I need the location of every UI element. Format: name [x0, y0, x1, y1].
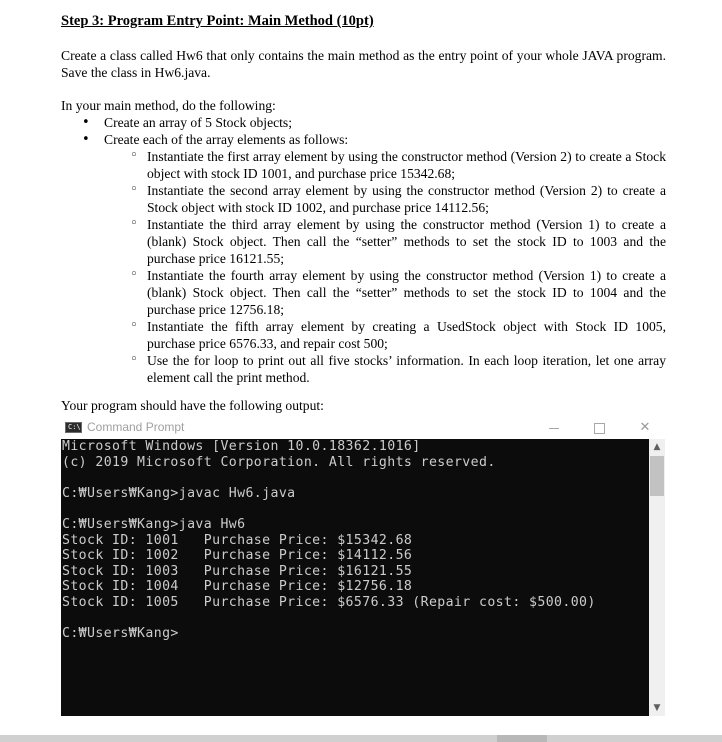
list-item-text: Create each of the array elements as follows: — [104, 132, 349, 147]
console-line: Stock ID: 1003 Purchase Price: $16121.55 — [62, 563, 413, 579]
vertical-scrollbar[interactable] — [649, 439, 665, 716]
sub-list-item: ◦ Instantiate the fifth array element by creating a UsedStock object with Stock ID 1005, purchase price 6576.33, and repair cost 500; — [104, 318, 666, 352]
intro-paragraph: Create a class called Hw6 that only contains the main method as the entry point of your whole JAVA program. Save the class in Hw6.java. — [61, 48, 666, 80]
console-line: Stock ID: 1001 Purchase Price: $15342.68 — [62, 532, 413, 548]
console-line: Microsoft Windows [Version 10.0.18362.1016] — [62, 439, 421, 454]
console-output[interactable] — [61, 439, 649, 716]
console-line: Stock ID: 1005 Purchase Price: $6576.33 (Repair cost: $500.00) — [62, 594, 596, 610]
command-prompt-icon — [65, 422, 82, 433]
sub-list-item: ◦ Use the for loop to print out all five stocks’ information. In each loop iteration, let one array element call the print method. — [104, 352, 666, 386]
sub-list-item: ◦ Instantiate the fourth array element by using the constructor method (Version 1) to create a (blank) Stock object. Then call the “setter” methods to set the stock ID to 1004 and the purchase price 12756.18; — [104, 267, 666, 318]
console-line: C:₩Users₩Kang> — [62, 626, 179, 642]
console-line: (c) 2019 Microsoft Corporation. All rights reserved. — [62, 454, 496, 470]
console-line: C:₩Users₩Kang>javac Hw6.java — [62, 485, 296, 501]
console-line: C:₩Users₩Kang>java Hw6 — [62, 516, 246, 532]
instruction-list — [61, 114, 666, 386]
list-item — [61, 131, 666, 386]
scroll-up-arrow-icon[interactable]: ▲ — [653, 442, 661, 452]
lead-paragraph: In your main method, do the following: — [61, 98, 276, 113]
sub-instruction-list — [104, 148, 666, 386]
horizontal-scrollbar[interactable] — [0, 735, 722, 742]
console-text — [61, 439, 649, 642]
command-prompt-icon-text: C:\ — [68, 423, 81, 431]
list-item-text: Create an array of 5 Stock objects; — [104, 115, 292, 130]
minimize-button[interactable] — [544, 419, 564, 437]
list-item — [61, 114, 666, 131]
window-titlebar[interactable] — [61, 417, 665, 439]
scroll-down-arrow-icon[interactable]: ▼ — [653, 703, 661, 713]
sub-list-item: ◦ Instantiate the first array element by using the constructor method (Version 2) to create a Stock object with stock ID 1001, and purchase price 15342.68; — [104, 148, 666, 182]
console-line: Stock ID: 1004 Purchase Price: $12756.18 — [62, 579, 413, 595]
maximize-button[interactable] — [589, 419, 609, 437]
sub-list-item: ◦ Instantiate the second array element by using the constructor method (Version 2) to create a Stock object with stock ID 1002, and purchase price 14112.56; — [104, 182, 666, 216]
console-line: Stock ID: 1002 Purchase Price: $14112.56 — [62, 548, 413, 564]
command-prompt-window — [61, 417, 665, 716]
sub-list-item: ◦ Instantiate the third array element by using the constructor method (Version 1) to create a (blank) Stock object. Then call the “setter” methods to set the stock ID to 1003 and the purchase price 16121.55; — [104, 216, 666, 267]
horizontal-scrollbar-thumb[interactable] — [497, 735, 547, 742]
scrollbar-thumb[interactable] — [650, 456, 664, 496]
output-lead-paragraph: Your program should have the following output: — [61, 398, 324, 413]
console-line — [62, 611, 649, 627]
window-title: Command Prompt — [87, 420, 185, 434]
section-heading: Step 3: Program Entry Point: Main Method (10pt) — [61, 13, 374, 29]
console-line — [62, 501, 649, 517]
console-line — [62, 470, 649, 486]
close-button[interactable]: ✕ — [639, 420, 651, 435]
